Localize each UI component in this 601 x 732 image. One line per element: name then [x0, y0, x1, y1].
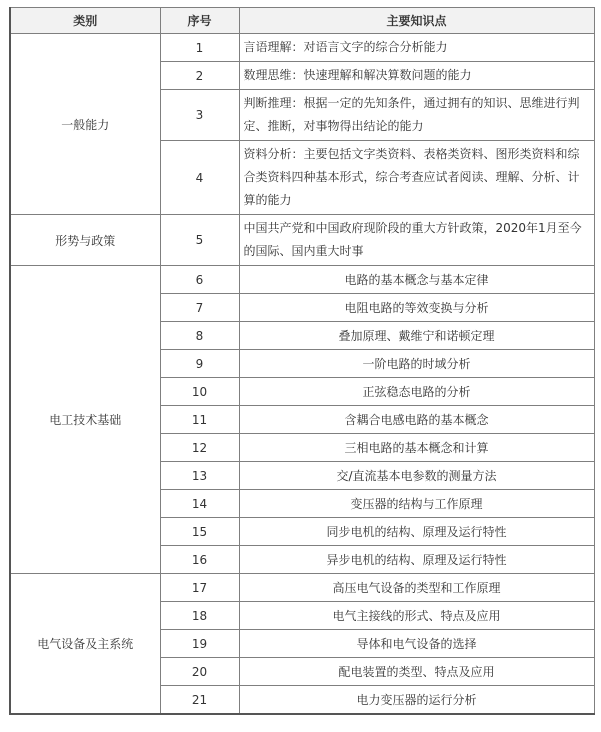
row-number: 20: [160, 658, 239, 686]
row-number: 14: [160, 490, 239, 518]
table-row: [10, 574, 594, 602]
row-number: 16: [160, 546, 239, 574]
knowledge-point: 电力变压器的运行分析: [239, 686, 594, 715]
row-number: 11: [160, 406, 239, 434]
header-category: 类别: [10, 8, 160, 34]
category-cell: 一般能力: [10, 34, 160, 215]
knowledge-point: 交/直流基本电参数的测量方法: [239, 462, 594, 490]
row-number: 17: [160, 574, 239, 602]
category-cell: 形势与政策: [10, 215, 160, 266]
row-number: 9: [160, 350, 239, 378]
knowledge-point: 电气主接线的形式、特点及应用: [239, 602, 594, 630]
knowledge-point: 导体和电气设备的选择: [239, 630, 594, 658]
knowledge-point: 高压电气设备的类型和工作原理: [239, 574, 594, 602]
row-number: 13: [160, 462, 239, 490]
knowledge-point: 判断推理：根据一定的先知条件，通过拥有的知识、思维进行判定、推断，对事物得出结论的能力: [239, 90, 594, 141]
row-number: 7: [160, 294, 239, 322]
knowledge-point: 资料分析：主要包括文字类资料、表格类资料、图形类资料和综合类资料四种基本形式，综合考查应试者阅读、理解、分析、计算的能力: [239, 141, 594, 215]
knowledge-point: 三相电路的基本概念和计算: [239, 434, 594, 462]
knowledge-point: 含耦合电感电路的基本概念: [239, 406, 594, 434]
row-number: 2: [160, 62, 239, 90]
knowledge-point: 正弦稳态电路的分析: [239, 378, 594, 406]
knowledge-point: 电路的基本概念与基本定律: [239, 266, 594, 294]
knowledge-point: 言语理解：对语言文字的综合分析能力: [239, 34, 594, 62]
category-cell: 电气设备及主系统: [10, 574, 160, 715]
row-number: 19: [160, 630, 239, 658]
knowledge-point: 数理思维：快速理解和解决算数问题的能力: [239, 62, 594, 90]
row-number: 3: [160, 90, 239, 141]
row-number: 4: [160, 141, 239, 215]
row-number: 12: [160, 434, 239, 462]
row-number: 6: [160, 266, 239, 294]
header-row: [10, 8, 594, 34]
row-number: 1: [160, 34, 239, 62]
table-row: [10, 215, 594, 266]
knowledge-point: 叠加原理、戴维宁和诺顿定理: [239, 322, 594, 350]
knowledge-table: [9, 7, 595, 715]
category-cell: 电工技术基础: [10, 266, 160, 574]
row-number: 15: [160, 518, 239, 546]
knowledge-point: 电阻电路的等效变换与分析: [239, 294, 594, 322]
row-number: 8: [160, 322, 239, 350]
table-row: [10, 34, 594, 62]
knowledge-point: 配电装置的类型、特点及应用: [239, 658, 594, 686]
table-row: [10, 266, 594, 294]
knowledge-point: 变压器的结构与工作原理: [239, 490, 594, 518]
header-number: 序号: [160, 8, 239, 34]
knowledge-point: 同步电机的结构、原理及运行特性: [239, 518, 594, 546]
row-number: 10: [160, 378, 239, 406]
knowledge-point: 中国共产党和中国政府现阶段的重大方针政策，2020年1月至今的国际、国内重大时事: [239, 215, 594, 266]
knowledge-table-container: [9, 7, 593, 715]
row-number: 5: [160, 215, 239, 266]
row-number: 18: [160, 602, 239, 630]
header-points: 主要知识点: [239, 8, 594, 34]
row-number: 21: [160, 686, 239, 715]
knowledge-point: 一阶电路的时域分析: [239, 350, 594, 378]
knowledge-point: 异步电机的结构、原理及运行特性: [239, 546, 594, 574]
